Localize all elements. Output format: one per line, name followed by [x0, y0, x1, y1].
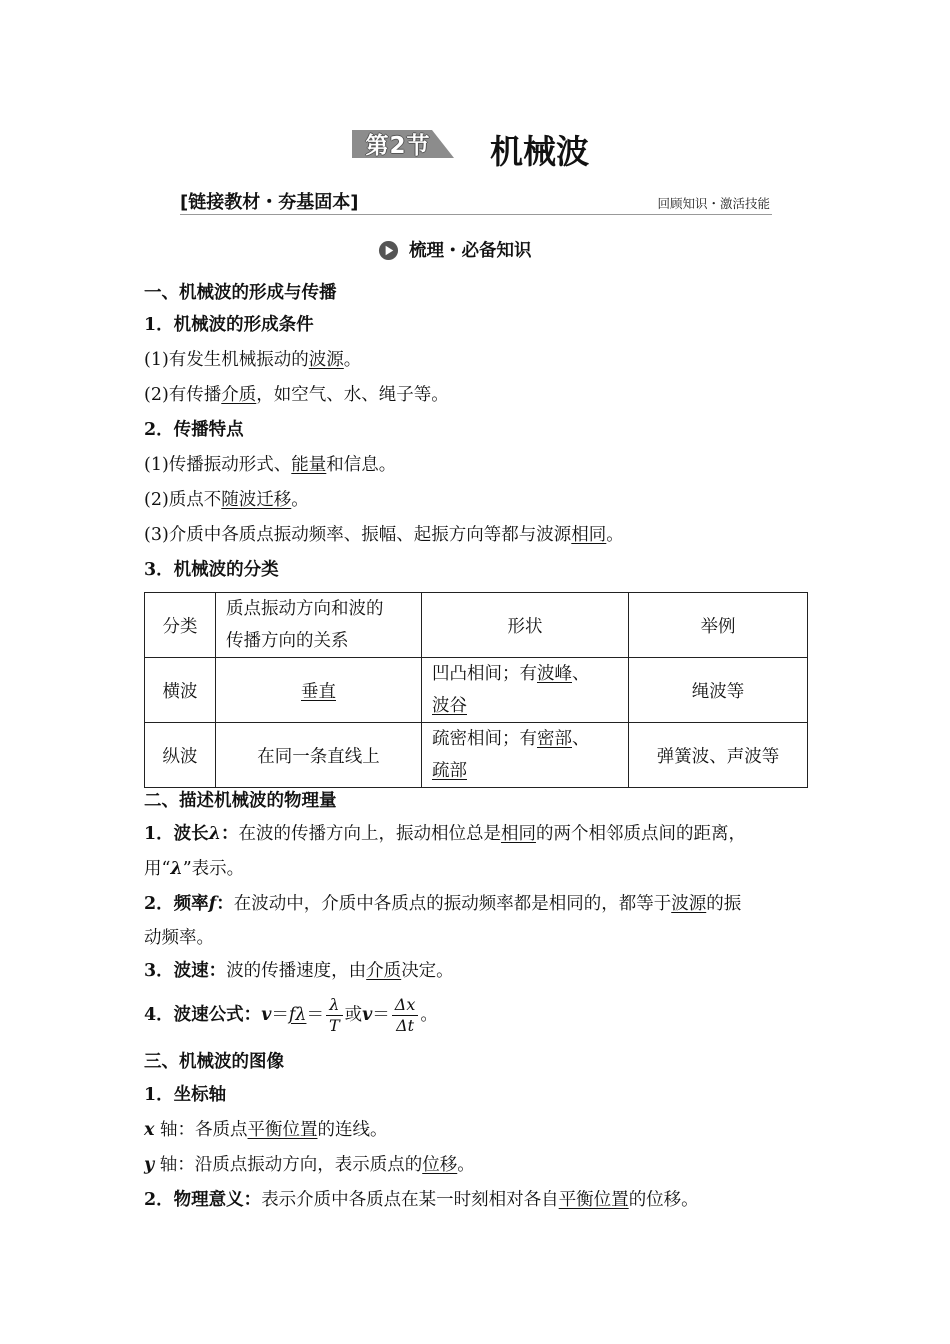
- text: ”表示。: [182, 859, 245, 879]
- numerator: λ: [326, 995, 343, 1016]
- text: ＝: [372, 1005, 390, 1025]
- text: 表示介质中各质点在某一时刻相对各自: [261, 1190, 559, 1210]
- term-label: 2．物理意义：: [144, 1190, 262, 1210]
- part3-s1-heading: 1．坐标轴: [144, 1085, 227, 1105]
- symbol: v: [362, 1005, 373, 1025]
- part1-s3-heading: 3．机械波的分类: [144, 560, 279, 580]
- fill-in-answer: 密部: [537, 729, 572, 749]
- fill-in-answer: 垂直: [301, 681, 336, 702]
- numerator: Δx: [392, 995, 419, 1016]
- term-label: 2．频率: [144, 894, 209, 914]
- fill-in-answer: 平衡位置: [558, 1190, 629, 1210]
- header-line: 质点振动方向和波的: [226, 599, 384, 619]
- symbol: f: [208, 894, 217, 914]
- text: 。: [420, 1005, 438, 1025]
- part3-y-axis: [144, 1152, 475, 1178]
- fill-in-answer: 位移: [422, 1155, 458, 1175]
- text: 。: [291, 490, 309, 510]
- part3-heading: 三、机械波的图像: [144, 1052, 284, 1072]
- page-title: 机械波: [490, 132, 589, 171]
- cell-line: [432, 755, 618, 787]
- text: 。: [457, 1155, 475, 1175]
- fill-in-answer: 相同: [571, 525, 607, 545]
- part1-s1-heading: 1．机械波的形成条件: [144, 315, 314, 335]
- part2-p4-formula: [144, 994, 438, 1036]
- table-cell: 绳波等: [629, 658, 808, 723]
- text: (1)有发生机械振动的: [144, 350, 309, 370]
- part3-x-axis: [144, 1117, 388, 1143]
- text: ＝: [306, 1005, 324, 1025]
- section-badge: [352, 126, 454, 162]
- text: ＝: [271, 1005, 289, 1025]
- table-cell: 弹簧波、声波等: [629, 723, 808, 788]
- term-label: 1．波长: [144, 824, 209, 844]
- table-cell: 纵波: [145, 723, 216, 788]
- fill-in-answer: 能量: [291, 455, 327, 475]
- wave-classification-table: [144, 592, 808, 788]
- fill-in-answer: 介质: [221, 385, 257, 405]
- term-label: 4．波速公式：: [144, 1005, 262, 1025]
- play-circle-icon: [378, 240, 399, 261]
- term-label: 3．波速：: [144, 961, 227, 981]
- fill-in-answer: 平衡位置: [247, 1120, 318, 1140]
- text: 的振: [706, 894, 742, 914]
- part1-s2-line2: [144, 487, 309, 513]
- table-row: [145, 658, 808, 723]
- text: ：: [220, 824, 239, 844]
- cell-line: [432, 658, 618, 690]
- symbol: y: [144, 1155, 155, 1175]
- denominator: T: [328, 1016, 340, 1035]
- text: 用“: [144, 859, 171, 879]
- table-header-row: [145, 593, 808, 658]
- part1-s1-line1: [144, 347, 361, 373]
- text: ：: [216, 894, 234, 914]
- text: 波的传播速度，由: [226, 961, 367, 981]
- text: 、: [572, 729, 590, 749]
- table-cell: [422, 658, 629, 723]
- fill-in-answer: 介质: [366, 961, 402, 981]
- part1-s2-heading: 2．传播特点: [144, 420, 244, 440]
- text: (3)介质中各质点振动频率、振幅、起振方向等都与波源: [144, 525, 572, 545]
- table-header: 举例: [629, 593, 808, 658]
- symbol: v: [261, 1005, 272, 1025]
- symbol: x: [144, 1120, 155, 1140]
- header-line: 传播方向的关系: [226, 631, 349, 651]
- symbol: λ: [208, 824, 221, 844]
- part1-heading: 一、机械波的形成与传播: [144, 283, 337, 303]
- text: 疏密相间；有: [432, 729, 537, 749]
- part1-s2-line3: [144, 522, 624, 548]
- text: 轴：沿质点振动方向，表示质点的: [154, 1155, 423, 1175]
- text: 。: [606, 525, 624, 545]
- fill-in-answer: 随波迁移: [221, 490, 292, 510]
- part2-p1-line1: [144, 821, 746, 847]
- text: 的连线。: [317, 1120, 388, 1140]
- subheading-text: 梳理・必备知识: [409, 241, 532, 261]
- text: (2)质点不: [144, 490, 222, 510]
- symbol: λ: [170, 859, 183, 879]
- chapter-band: [180, 188, 772, 215]
- text: 轴：各质点: [154, 1120, 248, 1140]
- fill-in-answer: 波谷: [432, 696, 467, 716]
- denominator: Δt: [396, 1016, 415, 1035]
- text: ，如空气、水、绳子等。: [256, 385, 449, 405]
- cell-line: [432, 690, 618, 722]
- fill-in-answer: 波源: [671, 894, 707, 914]
- fill-in-answer: 波源: [308, 350, 344, 370]
- text: 决定。: [401, 961, 454, 981]
- table-cell: [422, 723, 629, 788]
- part1-s2-line1: [144, 452, 396, 478]
- part3-meaning: [144, 1187, 699, 1213]
- table-row: [145, 723, 808, 788]
- text: (2)有传播: [144, 385, 222, 405]
- title-row: [0, 126, 950, 176]
- table-header: [216, 593, 422, 658]
- fill-in-answer: fλ: [288, 1005, 307, 1025]
- band-left-label: [链接教材・夯基固本]: [180, 192, 359, 213]
- part2-p3: [144, 958, 454, 984]
- part2-p2-line1: [144, 891, 741, 917]
- fill-in-answer: 相同: [500, 824, 536, 844]
- part2-p1-line2: [144, 856, 244, 882]
- table-cell: [216, 658, 422, 723]
- text: 、: [572, 664, 590, 684]
- text: 在波的传播方向上，振动相位总是: [238, 824, 501, 844]
- section-number: 第2节: [365, 133, 431, 159]
- text: 。: [343, 350, 362, 370]
- text: 的两个相邻质点间的距离，: [535, 824, 746, 844]
- cell-line: [432, 723, 618, 755]
- text: 和信息。: [326, 455, 397, 475]
- part2-heading: 二、描述机械波的物理量: [144, 791, 337, 811]
- table-cell: 横波: [145, 658, 216, 723]
- fraction-lambda-over-t: [326, 995, 343, 1036]
- part2-p2-line2: 动频率。: [144, 928, 214, 948]
- text: 在波动中，介质中各质点的振动频率都是相同的，都等于: [233, 894, 672, 914]
- table-cell: 在同一条直线上: [216, 723, 422, 788]
- text: 凹凸相间；有: [432, 664, 537, 684]
- text: 或: [344, 1005, 363, 1025]
- fraction-dx-over-dt: [392, 995, 419, 1036]
- text: 的位移。: [628, 1190, 699, 1210]
- table-header: 分类: [145, 593, 216, 658]
- part1-s1-line2: [144, 382, 449, 408]
- text: (1)传播振动形式、: [144, 455, 292, 475]
- table-header: 形状: [422, 593, 629, 658]
- band-right-label: 回顾知识・激活技能: [657, 196, 770, 211]
- fill-in-answer: 波峰: [537, 664, 572, 684]
- fill-in-answer: 疏部: [432, 761, 467, 781]
